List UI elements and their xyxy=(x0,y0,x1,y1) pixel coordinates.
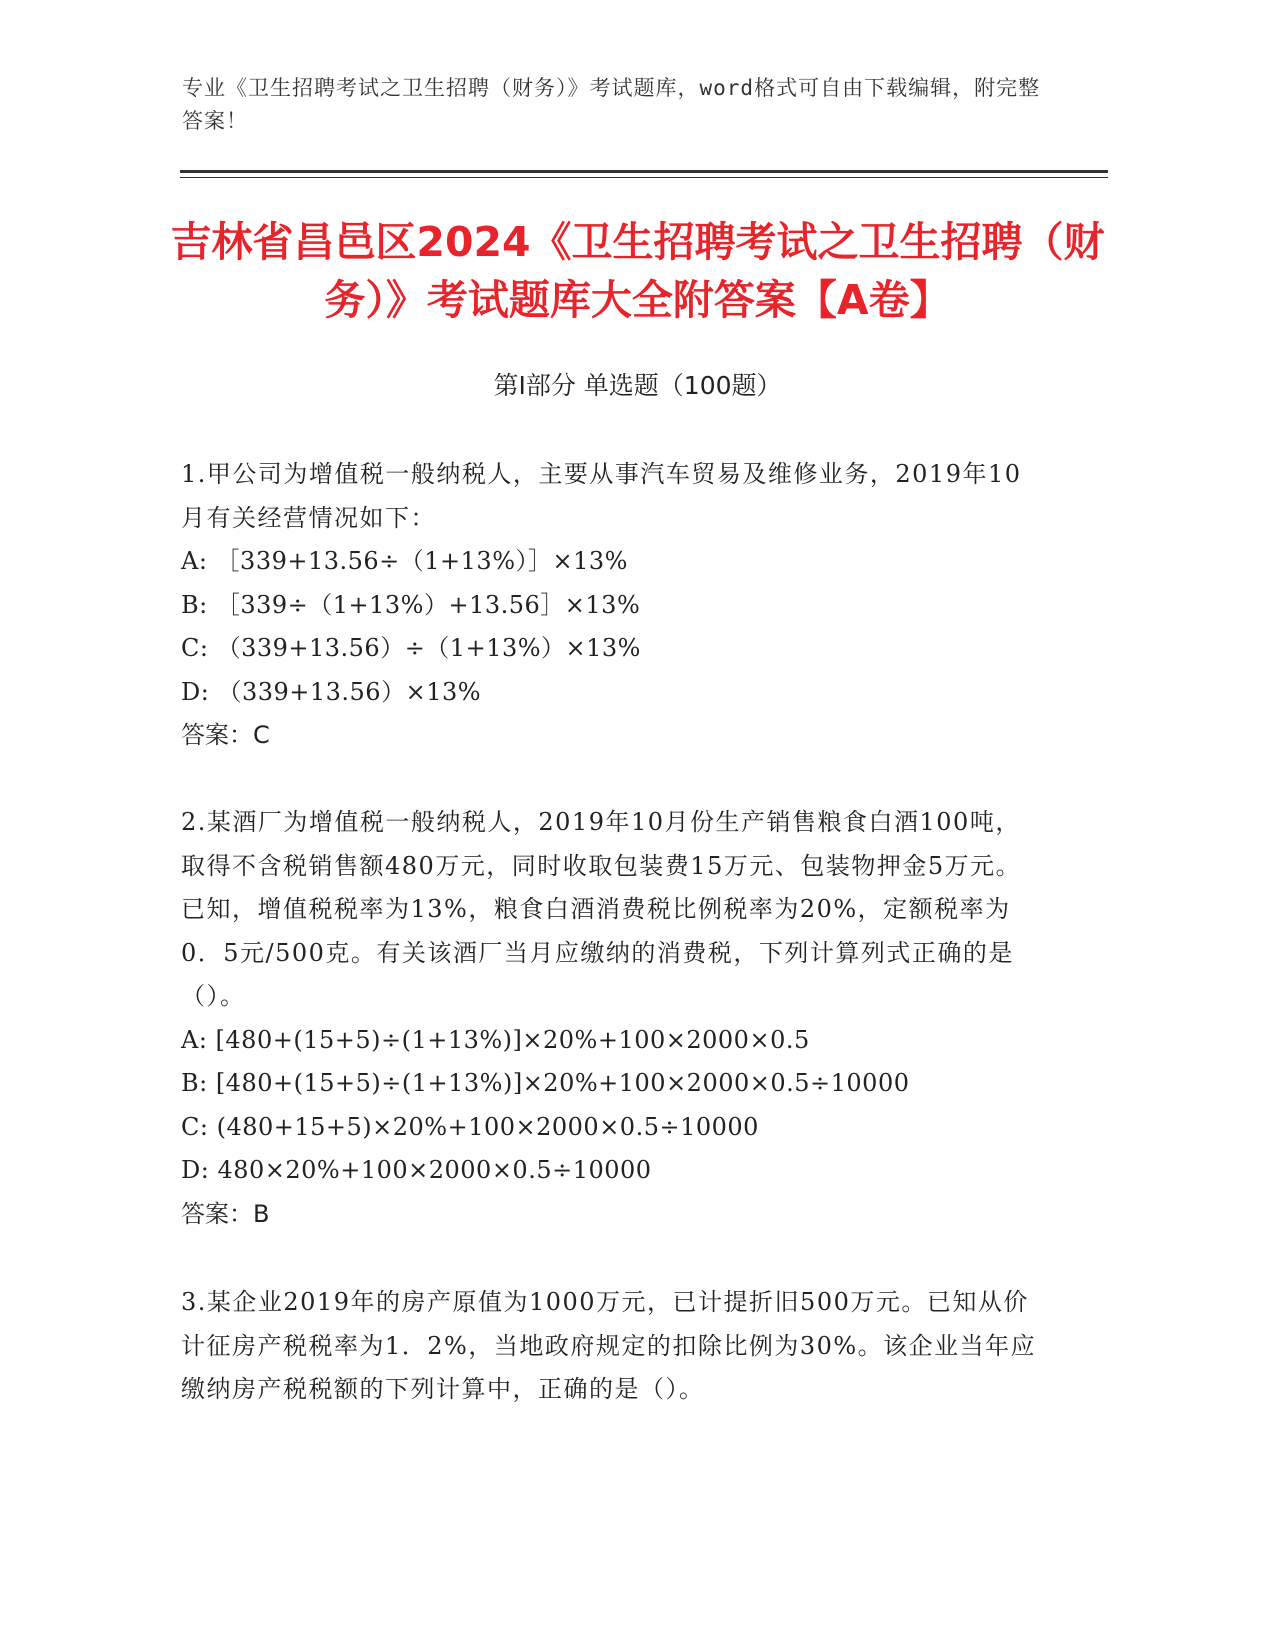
option-c: C: （339+13.56）÷（1+13%）×13% xyxy=(181,634,641,662)
option-c: C: (480+15+5)×20%+100×2000×0.5÷10000 xyxy=(181,1112,759,1141)
option-a: A: [480+(15+5)÷(1+13%)]×20%+100×2000×0.5 xyxy=(181,1025,810,1054)
header-note: 专业《卫生招聘考试之卫生招聘（财务）》考试题库，word格式可自由下载编辑，附完整答案！ xyxy=(182,76,1041,133)
question-1 xyxy=(181,453,1041,758)
option-d: D: 480×20%+100×2000×0.5÷10000 xyxy=(181,1156,652,1184)
option-b: B: ［339÷（1+13%）+13.56］×13% xyxy=(181,590,641,619)
option-a: A: ［339+13.56÷（1+13%）］×13% xyxy=(181,547,628,575)
question-stem: 3.某企业2019年的房产原值为1000万元，已计提折旧500万元。已知从价计征房产税税率为1．2%，当地政府规定的扣除比例为30%。该企业当年应缴纳房产税税额的下列计算中，正确的是（）。 xyxy=(181,1288,1037,1403)
question-stem: 1.甲公司为增值税一般纳税人，主要从事汽车贸易及维修业务，2019年10月有关经营情况如下： xyxy=(181,460,1022,532)
option-b: B: [480+(15+5)÷(1+13%)]×20%+100×2000×0.5÷10000 xyxy=(181,1069,910,1097)
answer: 答案：C xyxy=(181,721,270,749)
question-2 xyxy=(181,801,1041,1236)
option-d: D: （339+13.56）×13% xyxy=(181,677,482,706)
question-stem: 2.某酒厂为增值税一般纳税人，2019年10月份生产销售粮食白酒100吨，取得不含税销售额480万元，同时收取包装费15万元、包装物押金5万元。已知，增值税税率为13%，粮食白酒消费税比例税率为20%，定额税率为0．5元/500克。有关该酒厂当月应缴纳的消费税，下列计算列式正确的是（）。 xyxy=(181,808,1022,1010)
section-heading: 第Ⅰ部分 单选题（100题） xyxy=(493,371,782,400)
question-3 xyxy=(181,1281,1041,1412)
header-divider-thin xyxy=(180,177,1108,178)
answer: 答案：B xyxy=(181,1199,270,1228)
header-divider-thick xyxy=(180,170,1108,173)
document-title: 吉林省昌邑区2024《卫生招聘考试之卫生招聘（财务）》考试题库大全附答案【A卷】 xyxy=(170,218,1105,324)
